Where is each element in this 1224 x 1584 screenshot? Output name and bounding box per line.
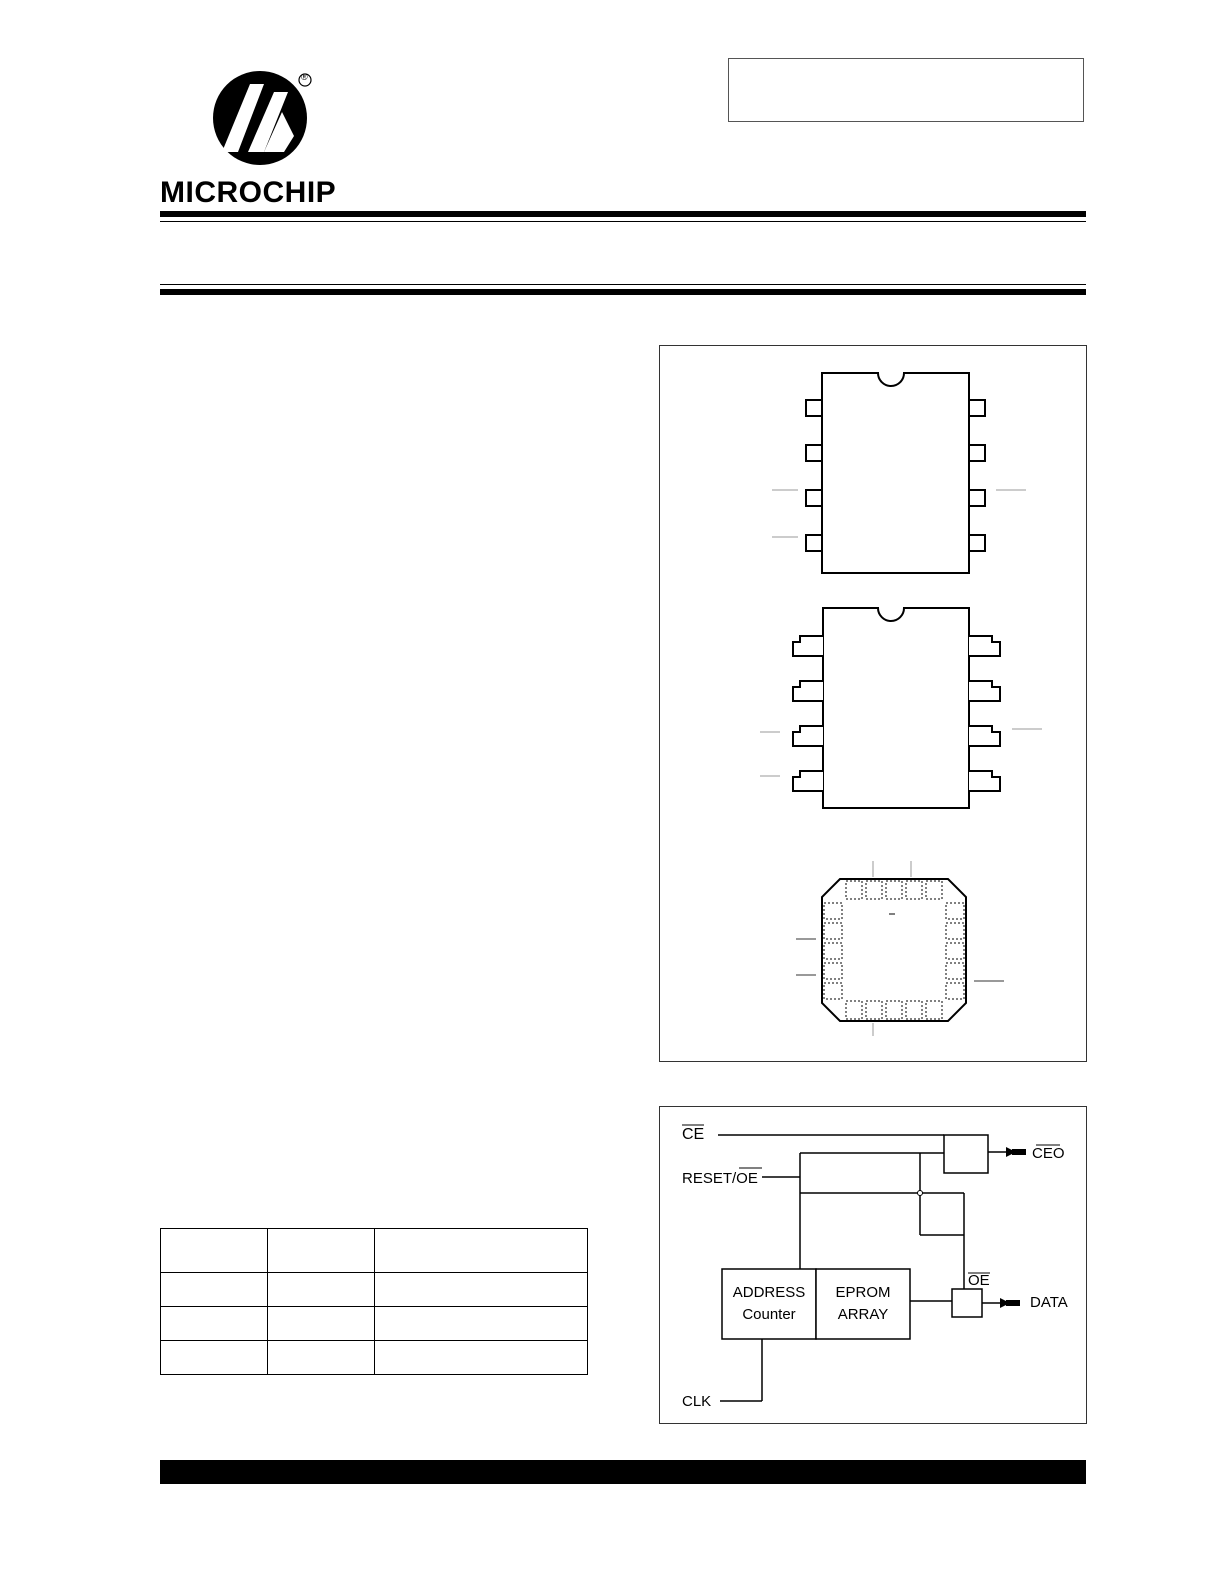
reset-oe-label: RESET/OE xyxy=(682,1170,758,1187)
footer-bar xyxy=(160,1460,1086,1484)
microchip-logo-mark xyxy=(160,66,380,178)
brand-name: MICROCHIP xyxy=(160,176,337,209)
ceo-label: CEO xyxy=(1032,1145,1065,1162)
header-rule-thin xyxy=(160,221,1086,222)
soic-package xyxy=(793,608,1000,808)
pin-function-table xyxy=(160,1228,588,1375)
title-rule-thick xyxy=(160,289,1086,295)
table-cell xyxy=(268,1341,375,1375)
eprom-array-box xyxy=(816,1269,910,1339)
address-counter-line2: Counter xyxy=(742,1306,796,1323)
address-counter-box xyxy=(722,1269,816,1339)
table-cell xyxy=(375,1341,588,1375)
table-header-cell xyxy=(268,1229,375,1273)
table-cell xyxy=(161,1273,268,1307)
address-counter-line1: ADDRESS xyxy=(732,1284,806,1301)
table-row xyxy=(161,1341,588,1375)
ce-label: CE xyxy=(682,1126,705,1143)
ceo-logic-box xyxy=(944,1135,988,1173)
table-cell xyxy=(268,1273,375,1307)
output-buffer-box xyxy=(952,1289,982,1317)
table-header-row xyxy=(161,1229,588,1273)
block-diagram xyxy=(660,1107,1086,1423)
title-rule-thin xyxy=(160,284,1086,285)
table-header-cell xyxy=(375,1229,588,1273)
table-cell xyxy=(375,1307,588,1341)
table-row xyxy=(161,1307,588,1341)
package-types-panel xyxy=(659,345,1087,1062)
plcc-package xyxy=(822,879,966,1021)
eprom-array-line2: ARRAY xyxy=(837,1306,889,1323)
table-row xyxy=(161,1273,588,1307)
table-cell xyxy=(161,1307,268,1341)
table-header-cell xyxy=(161,1229,268,1273)
data-label: DATA xyxy=(1030,1294,1068,1311)
part-number-box xyxy=(728,58,1084,122)
table-cell xyxy=(268,1307,375,1341)
registered-mark: ® xyxy=(301,72,308,82)
clk-label: CLK xyxy=(682,1393,712,1410)
dip-package xyxy=(806,373,985,573)
table-cell xyxy=(161,1341,268,1375)
oe-label: OE xyxy=(968,1272,990,1289)
eprom-array-line1: EPROM xyxy=(835,1284,891,1301)
package-diagrams xyxy=(660,346,1086,1061)
table-cell xyxy=(375,1273,588,1307)
header-rule-thick xyxy=(160,211,1086,217)
block-diagram-panel xyxy=(659,1106,1087,1424)
